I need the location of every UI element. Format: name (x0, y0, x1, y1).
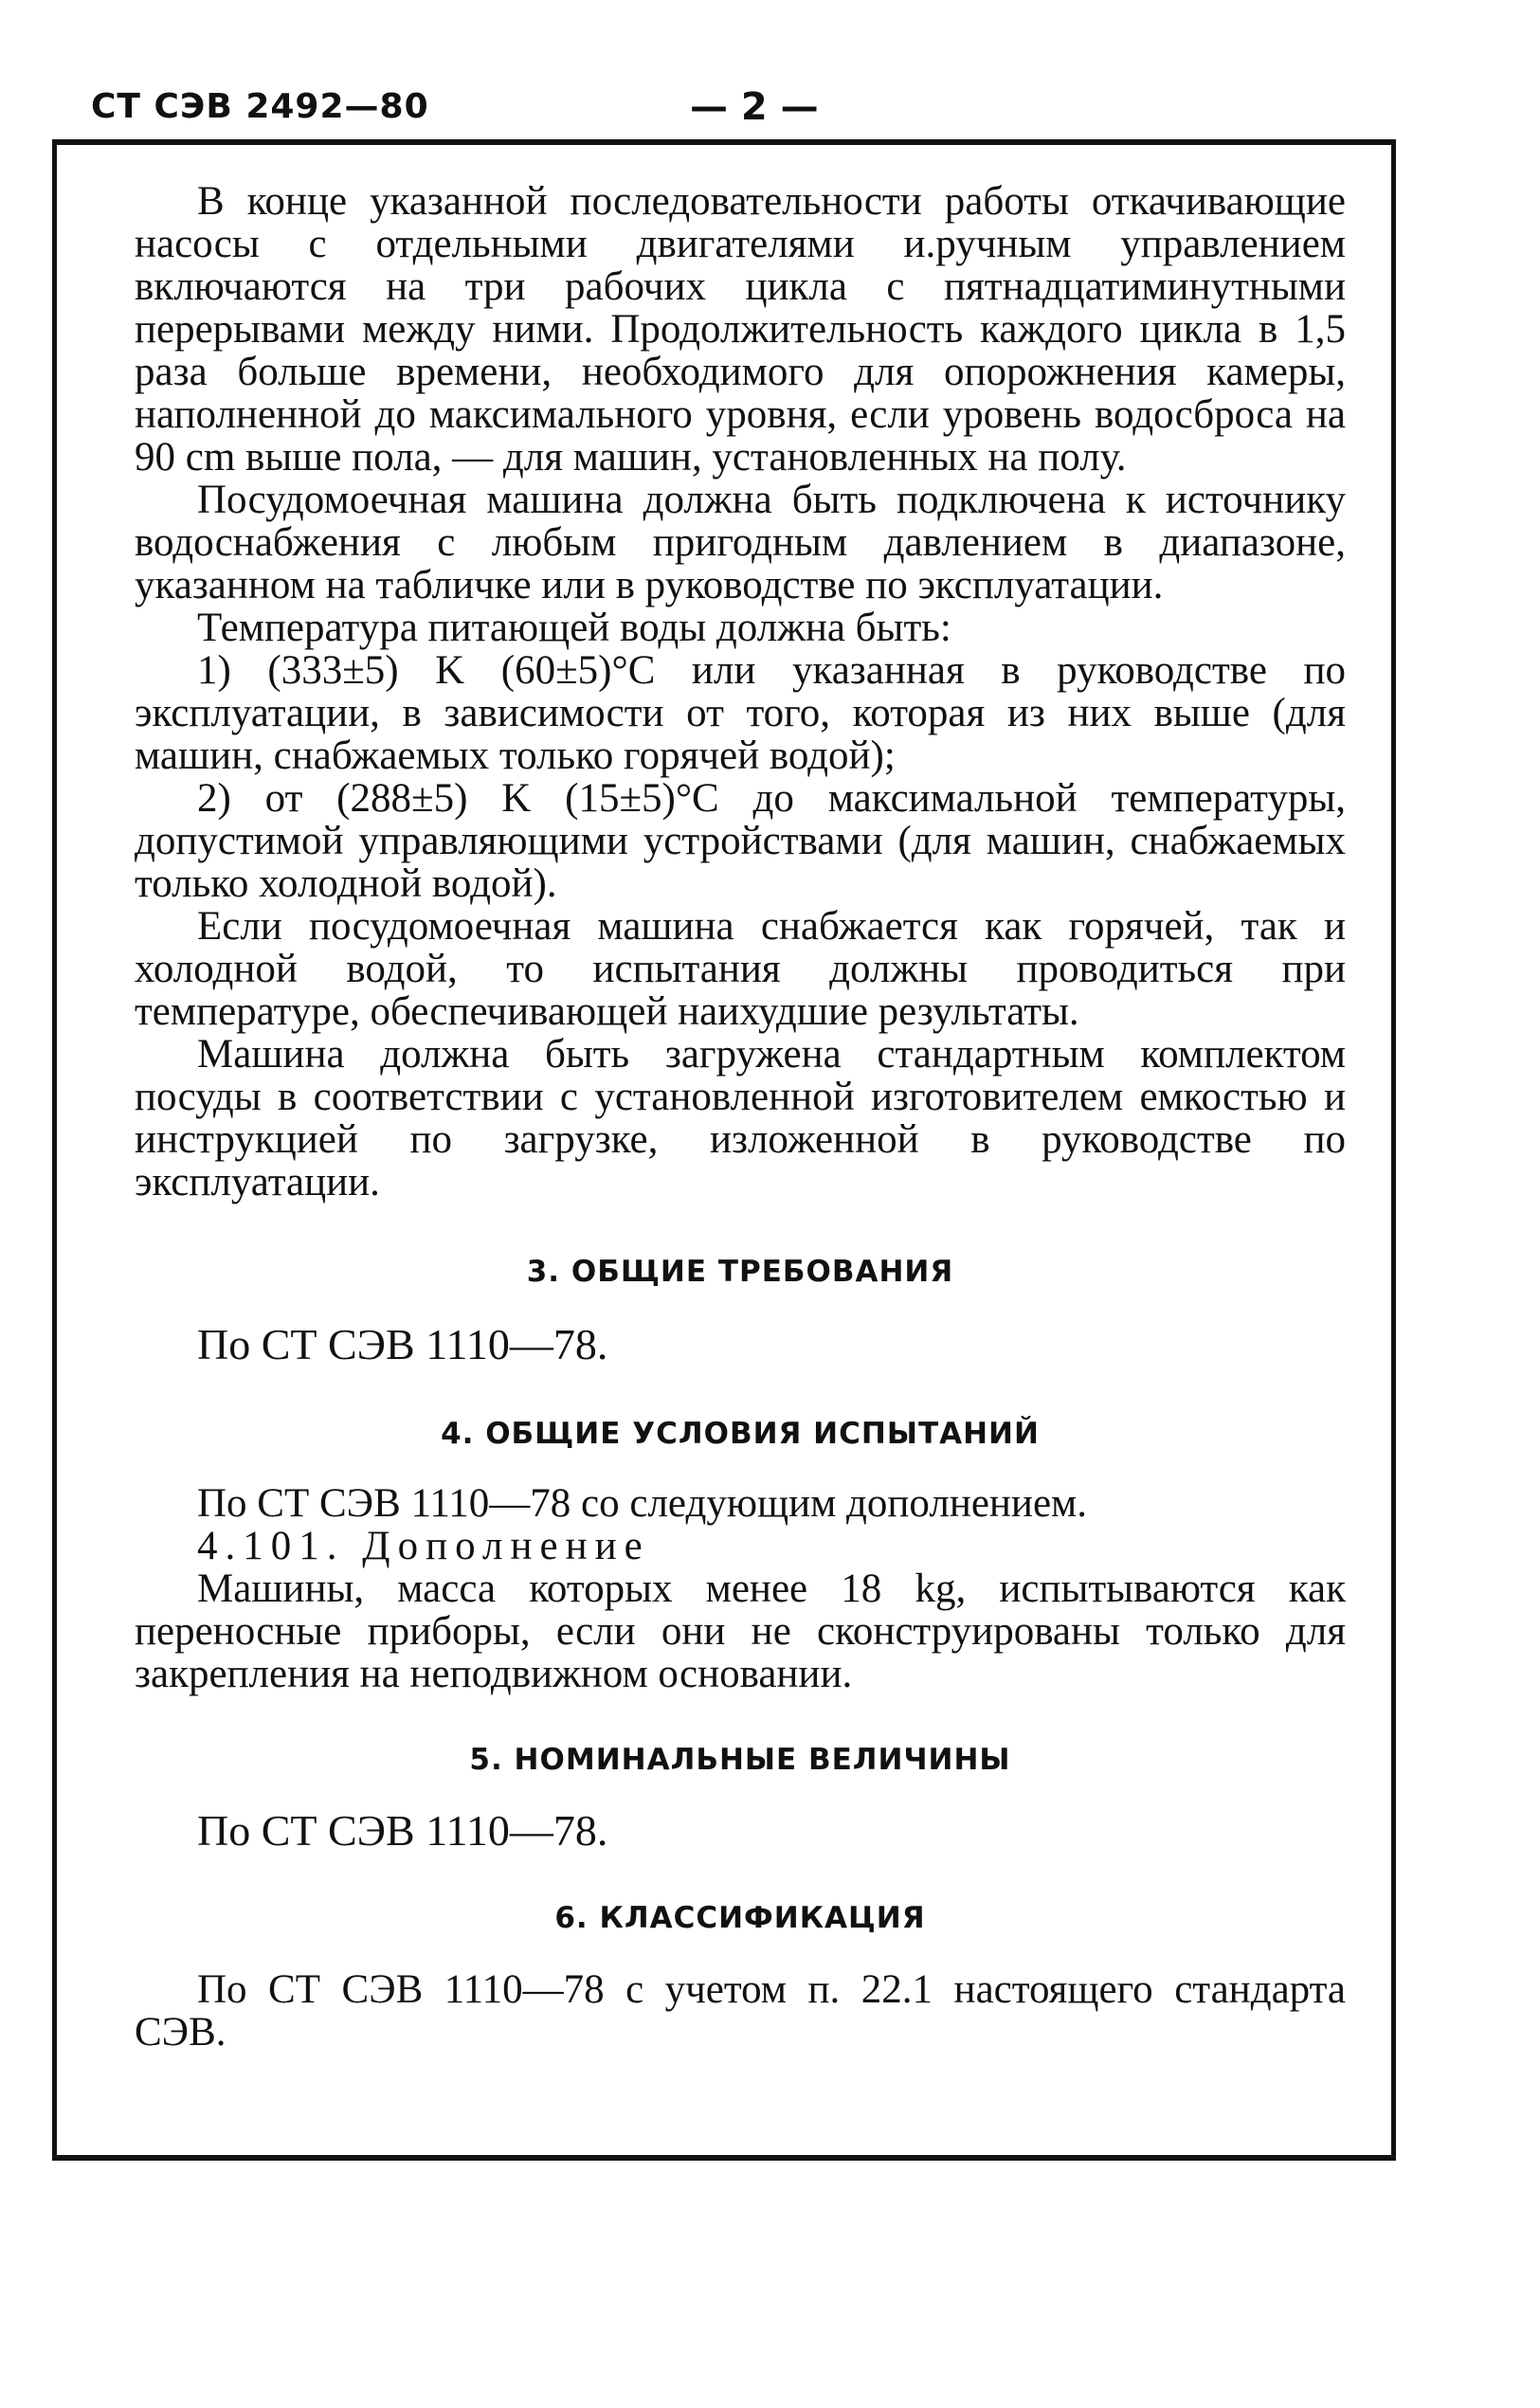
standard-code: СТ СЭВ 2492—80 (91, 87, 429, 126)
section-6-heading: 6. КЛАССИФИКАЦИЯ (554, 1901, 926, 1935)
section-4-heading: 4. ОБЩИЕ УСЛОВИЯ ИСПЫТАНИЙ (441, 1417, 1040, 1451)
section-3-text: По СТ СЭВ 1110—78. (197, 1320, 608, 1368)
paragraph-hot-and-cold: Если посудомоечная машина снабжается как горячей, так и холодной водой, то испытания должны проводиться при температуре, обеспечивающей наихудшие результаты. (135, 904, 1346, 1034)
section-3-heading: 3. ОБЩИЕ ТРЕБОВАНИЯ (526, 1255, 954, 1289)
page-header (91, 87, 1399, 144)
section-5-heading: 5. НОМИНАЛЬНЫЕ ВЕЛИЧИНЫ (469, 1743, 1011, 1777)
list-item-cold-water: 2) от (288±5) K (15±5)°C до максимальной температуры, допустимой управляющими устройствами (для машин, снабжаемых только холодной водой). (135, 776, 1346, 906)
section-5-text: По СТ СЭВ 1110—78. (197, 1806, 608, 1855)
section-4-subheading: 4.101. Дополнение (197, 1524, 650, 1568)
list-item-hot-water: 1) (333±5) K (60±5)°C или указанная в руководстве по эксплуатации, в зависимости от того, которая из них выше (для машин, снабжаемых только горячей водой); (135, 648, 1346, 778)
page-number: — 2 — (690, 85, 819, 129)
page-content (135, 180, 1346, 2054)
paragraph-water-temperature: Температура питающей воды должна быть: (197, 606, 951, 650)
paragraph-water-supply: Посудомоечная машина должна быть подключена к источнику водоснабжения с любым пригодным давлением в диапазоне, указанном на табличке или в руководстве по эксплуатации. (135, 478, 1346, 607)
section-4-body: Машины, масса которых менее 18 kg, испытываются как переносные приборы, если они не сконструированы только для закрепления на неподвижном основании. (135, 1566, 1346, 1696)
section-4-text: По СТ СЭВ 1110—78 со следующим дополнением. (197, 1481, 1087, 1526)
paragraph-loading: Машина должна быть загружена стандартным комплектом посуды в соответствии с установленной изготовителем емкостью и инструкцией по загрузке, изложенной в руководстве по эксплуатации. (135, 1032, 1346, 1204)
section-6-text: По СТ СЭВ 1110—78 с учетом п. 22.1 настоящего стандарта СЭВ. (135, 1967, 1346, 2055)
paragraph-pumps-cycle: В конце указанной последовательности работы откачивающие насосы с отдельными двигателями и.ручным управлением включаются на три рабочих цикла с пятнадцатиминутными перерывами между ними. Продолжительность каждого цикла в 1,5 раза больше времени, необходимого для опорожнения камеры, наполненной до максимального уровня, если уровень водосброса на 90 cm выше пола, — для машин, установленных на полу. (135, 179, 1346, 480)
